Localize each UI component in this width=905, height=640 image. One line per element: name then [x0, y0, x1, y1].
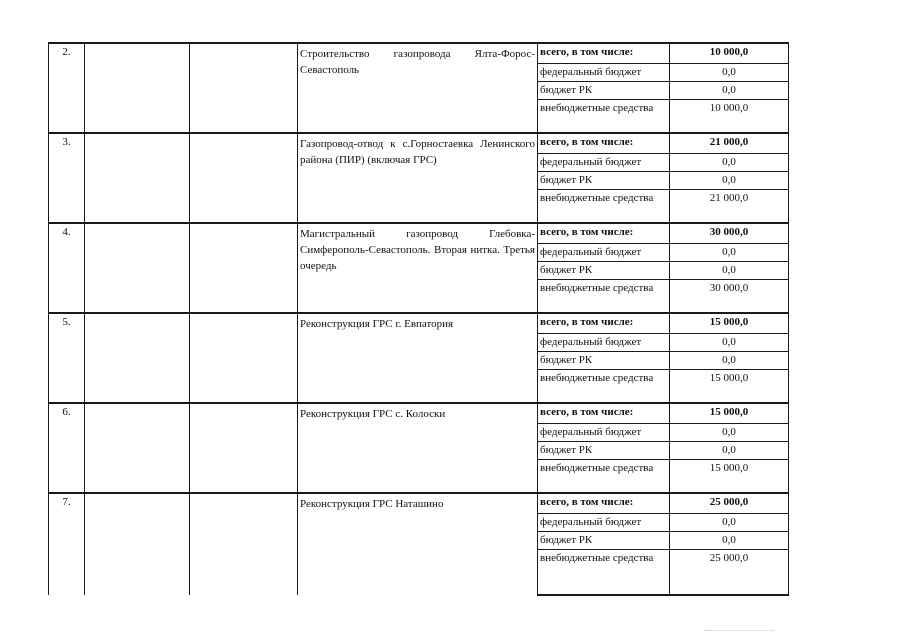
funding-source-value: 0,0	[670, 63, 789, 81]
row-number: 5.	[49, 313, 85, 403]
funding-table-body	[49, 43, 789, 595]
funding-source-label: бюджет РК	[538, 81, 670, 99]
funding-source-label: внебюджетные средства	[538, 549, 670, 595]
table-row	[49, 223, 789, 243]
funding-total-label: всего, в том числе:	[538, 133, 670, 153]
funding-total-label: всего, в том числе:	[538, 223, 670, 243]
funding-source-value: 0,0	[670, 333, 789, 351]
project-name: Реконструкция ГРС с. Колоски	[298, 403, 538, 493]
project-name: Газопровод-отвод к с.Горностаевка Ленинского района (ПИР) (включая ГРС)	[298, 133, 538, 223]
funding-source-value: 0,0	[670, 261, 789, 279]
funding-source-value: 0,0	[670, 513, 789, 531]
funding-source-value: 0,0	[670, 351, 789, 369]
funding-source-label: внебюджетные средства	[538, 189, 670, 223]
empty-cell	[190, 133, 298, 223]
funding-total-value: 10 000,0	[670, 43, 789, 63]
empty-cell	[190, 313, 298, 403]
funding-source-value: 0,0	[670, 153, 789, 171]
row-number: 3.	[49, 133, 85, 223]
empty-cell	[85, 43, 190, 133]
funding-source-label: внебюджетные средства	[538, 279, 670, 313]
funding-total-label: всего, в том числе:	[538, 313, 670, 333]
project-name: Реконструкция ГРС Наташино	[298, 493, 538, 595]
funding-total-label: всего, в том числе:	[538, 43, 670, 63]
row-number: 4.	[49, 223, 85, 313]
table-row	[49, 133, 789, 153]
funding-total-label: всего, в том числе:	[538, 403, 670, 423]
empty-cell	[85, 493, 190, 595]
funding-total-value: 25 000,0	[670, 493, 789, 513]
funding-total-value: 15 000,0	[670, 313, 789, 333]
funding-source-value: 0,0	[670, 171, 789, 189]
row-number: 6.	[49, 403, 85, 493]
empty-cell	[85, 403, 190, 493]
empty-cell	[190, 43, 298, 133]
table-row	[49, 43, 789, 63]
funding-source-value: 15 000,0	[670, 459, 789, 493]
project-name: Строительство газопровода Ялта-Форос-Севастополь	[298, 43, 538, 133]
funding-source-label: федеральный бюджет	[538, 513, 670, 531]
table-row	[49, 313, 789, 333]
scan-artifact	[704, 630, 774, 635]
funding-total-value: 30 000,0	[670, 223, 789, 243]
funding-total-value: 21 000,0	[670, 133, 789, 153]
funding-source-label: федеральный бюджет	[538, 153, 670, 171]
empty-cell	[190, 403, 298, 493]
funding-source-label: федеральный бюджет	[538, 63, 670, 81]
funding-source-label: федеральный бюджет	[538, 243, 670, 261]
funding-source-label: бюджет РК	[538, 171, 670, 189]
funding-source-value: 30 000,0	[670, 279, 789, 313]
funding-source-label: внебюджетные средства	[538, 369, 670, 403]
funding-source-label: бюджет РК	[538, 351, 670, 369]
funding-source-label: бюджет РК	[538, 531, 670, 549]
funding-total-label: всего, в том числе:	[538, 493, 670, 513]
funding-source-label: бюджет РК	[538, 441, 670, 459]
funding-source-value: 0,0	[670, 81, 789, 99]
empty-cell	[190, 493, 298, 595]
empty-cell	[85, 133, 190, 223]
funding-source-label: федеральный бюджет	[538, 423, 670, 441]
funding-source-label: внебюджетные средства	[538, 99, 670, 133]
funding-source-value: 0,0	[670, 531, 789, 549]
table-row	[49, 493, 789, 513]
funding-source-value: 25 000,0	[670, 549, 789, 595]
row-number: 7.	[49, 493, 85, 595]
funding-source-label: внебюджетные средства	[538, 459, 670, 493]
empty-cell	[85, 313, 190, 403]
funding-source-value: 10 000,0	[670, 99, 789, 133]
funding-source-value: 0,0	[670, 423, 789, 441]
empty-cell	[85, 223, 190, 313]
funding-source-label: бюджет РК	[538, 261, 670, 279]
table-row	[49, 403, 789, 423]
project-name: Реконструкция ГРС г. Евпатория	[298, 313, 538, 403]
funding-source-value: 0,0	[670, 243, 789, 261]
row-number: 2.	[49, 43, 85, 133]
funding-source-value: 0,0	[670, 441, 789, 459]
funding-table	[48, 42, 789, 596]
empty-cell	[190, 223, 298, 313]
funding-source-value: 15 000,0	[670, 369, 789, 403]
funding-source-label: федеральный бюджет	[538, 333, 670, 351]
project-name: Магистральный газопровод Глебовка-Симферополь-Севастополь. Вторая нитка. Третья очередь	[298, 223, 538, 313]
funding-source-value: 21 000,0	[670, 189, 789, 223]
funding-total-value: 15 000,0	[670, 403, 789, 423]
